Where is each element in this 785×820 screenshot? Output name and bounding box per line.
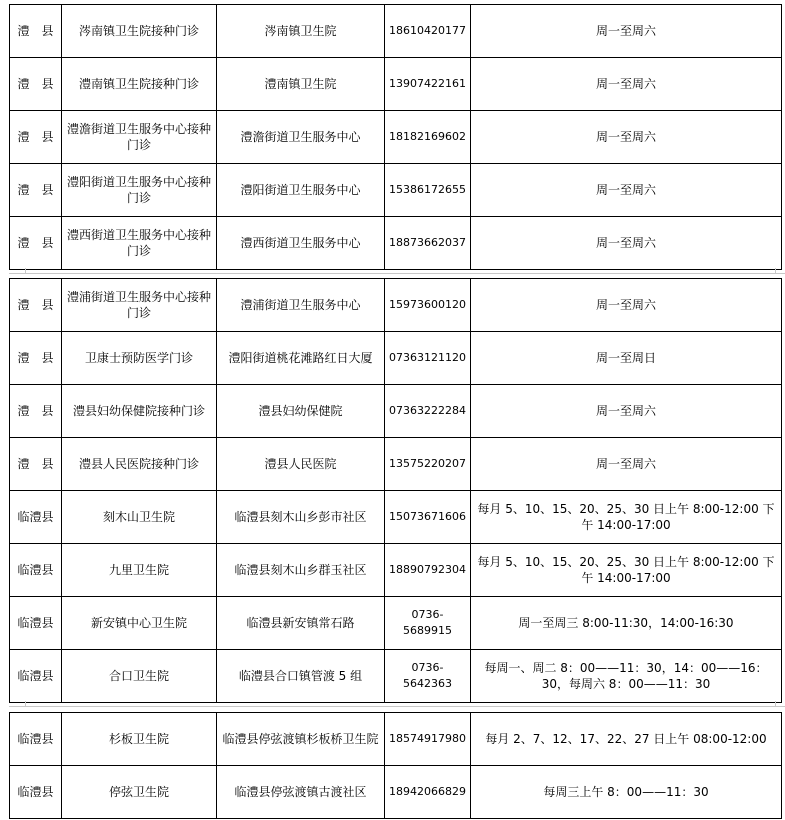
- page-break-tick: [25, 268, 26, 273]
- location-cell: 澧县人民医院: [217, 438, 385, 491]
- phone-cell: 18873662037: [385, 217, 471, 270]
- vaccination-table-1: [9, 4, 782, 270]
- vaccination-table-3: [9, 712, 782, 819]
- table-row: [10, 713, 782, 766]
- table-row: [10, 58, 782, 111]
- table-row: [10, 491, 782, 544]
- phone-cell: 07363121120: [385, 332, 471, 385]
- phone-cell: 18610420177: [385, 5, 471, 58]
- table-row: [10, 438, 782, 491]
- hours-cell: 周一至周三 8:00-11:30，14:00-16:30: [470, 597, 781, 650]
- page-break-line: [9, 273, 785, 274]
- location-cell: 澧澹街道卫生服务中心: [217, 111, 385, 164]
- phone-cell: 15973600120: [385, 279, 471, 332]
- table-row: [10, 597, 782, 650]
- location-cell: 澧浦街道卫生服务中心: [217, 279, 385, 332]
- hours-cell: 周一至周六: [470, 5, 781, 58]
- clinic-name-cell: 卫康士预防医学门诊: [62, 332, 217, 385]
- table-row: [10, 5, 782, 58]
- phone-cell: 0736-5642363: [385, 650, 471, 703]
- clinic-name-cell: 杉板卫生院: [62, 713, 217, 766]
- location-cell: 澧阳街道卫生服务中心: [217, 164, 385, 217]
- clinic-name-cell: 刻木山卫生院: [62, 491, 217, 544]
- phone-cell: 18574917980: [385, 713, 471, 766]
- table-row: [10, 332, 782, 385]
- county-cell: 临澧县: [10, 713, 62, 766]
- table-row: [10, 650, 782, 703]
- phone-cell: 15073671606: [385, 491, 471, 544]
- hours-cell: 周一至周六: [470, 164, 781, 217]
- county-cell: 临澧县: [10, 766, 62, 819]
- table-row: [10, 766, 782, 819]
- county-cell: 澧 县: [10, 332, 62, 385]
- clinic-name-cell: 澧浦街道卫生服务中心接种门诊: [62, 279, 217, 332]
- hours-cell: 周一至周六: [470, 58, 781, 111]
- county-cell: 临澧县: [10, 491, 62, 544]
- county-cell: 澧 县: [10, 438, 62, 491]
- phone-cell: 18890792304: [385, 544, 471, 597]
- page-break-line: [9, 706, 785, 707]
- location-cell: 临澧县停弦渡镇古渡社区: [217, 766, 385, 819]
- hours-cell: 每周三上午 8：00——11：30: [470, 766, 781, 819]
- clinic-name-cell: 澧南镇卫生院接种门诊: [62, 58, 217, 111]
- hours-cell: 周一至周六: [470, 279, 781, 332]
- county-cell: 澧 县: [10, 217, 62, 270]
- clinic-name-cell: 澧澹街道卫生服务中心接种门诊: [62, 111, 217, 164]
- hours-cell: 每周一、周二 8：00——11：30，14：00——16：30，每周六 8：00——11：30: [470, 650, 781, 703]
- phone-cell: 13575220207: [385, 438, 471, 491]
- location-cell: 临澧县刻木山乡彭市社区: [217, 491, 385, 544]
- location-cell: 临澧县停弦渡镇杉板桥卫生院: [217, 713, 385, 766]
- hours-cell: 每月 2、7、12、17、22、27 日上午 08:00-12:00: [470, 713, 781, 766]
- county-cell: 澧 县: [10, 5, 62, 58]
- phone-cell: 13907422161: [385, 58, 471, 111]
- hours-cell: 周一至周六: [470, 438, 781, 491]
- phone-cell: 07363222284: [385, 385, 471, 438]
- county-cell: 临澧县: [10, 544, 62, 597]
- location-cell: 澧阳街道桃花滩路红日大厦: [217, 332, 385, 385]
- county-cell: 澧 县: [10, 385, 62, 438]
- hours-cell: 周一至周六: [470, 111, 781, 164]
- county-cell: 澧 县: [10, 58, 62, 111]
- clinic-name-cell: 停弦卫生院: [62, 766, 217, 819]
- clinic-name-cell: 新安镇中心卫生院: [62, 597, 217, 650]
- county-cell: 澧 县: [10, 111, 62, 164]
- table-row: [10, 217, 782, 270]
- phone-cell: 18182169602: [385, 111, 471, 164]
- location-cell: 临澧县新安镇常石路: [217, 597, 385, 650]
- table-row: [10, 385, 782, 438]
- table-row: [10, 544, 782, 597]
- page-break-tick: [775, 701, 776, 706]
- location-cell: 澧南镇卫生院: [217, 58, 385, 111]
- hours-cell: 周一至周六: [470, 385, 781, 438]
- page-break-tick: [775, 268, 776, 273]
- phone-cell: 0736-5689915: [385, 597, 471, 650]
- county-cell: 临澧县: [10, 597, 62, 650]
- clinic-name-cell: 澧阳街道卫生服务中心接种门诊: [62, 164, 217, 217]
- clinic-name-cell: 澧县人民医院接种门诊: [62, 438, 217, 491]
- hours-cell: 每月 5、10、15、20、25、30 日上午 8:00-12:00 下午 14:00-17:00: [470, 491, 781, 544]
- hours-cell: 周一至周日: [470, 332, 781, 385]
- location-cell: 澧西街道卫生服务中心: [217, 217, 385, 270]
- clinic-name-cell: 合口卫生院: [62, 650, 217, 703]
- vaccination-table-2: [9, 278, 782, 703]
- page-break-tick: [25, 701, 26, 706]
- table-row: [10, 164, 782, 217]
- location-cell: 临澧县合口镇管渡 5 组: [217, 650, 385, 703]
- location-cell: 临澧县刻木山乡群玉社区: [217, 544, 385, 597]
- table-row: [10, 279, 782, 332]
- county-cell: 临澧县: [10, 650, 62, 703]
- phone-cell: 18942066829: [385, 766, 471, 819]
- clinic-name-cell: 涔南镇卫生院接种门诊: [62, 5, 217, 58]
- hours-cell: 每月 5、10、15、20、25、30 日上午 8:00-12:00 下午 14:00-17:00: [470, 544, 781, 597]
- county-cell: 澧 县: [10, 164, 62, 217]
- clinic-name-cell: 九里卫生院: [62, 544, 217, 597]
- clinic-name-cell: 澧西街道卫生服务中心接种门诊: [62, 217, 217, 270]
- location-cell: 涔南镇卫生院: [217, 5, 385, 58]
- county-cell: 澧 县: [10, 279, 62, 332]
- clinic-name-cell: 澧县妇幼保健院接种门诊: [62, 385, 217, 438]
- hours-cell: 周一至周六: [470, 217, 781, 270]
- location-cell: 澧县妇幼保健院: [217, 385, 385, 438]
- table-row: [10, 111, 782, 164]
- phone-cell: 15386172655: [385, 164, 471, 217]
